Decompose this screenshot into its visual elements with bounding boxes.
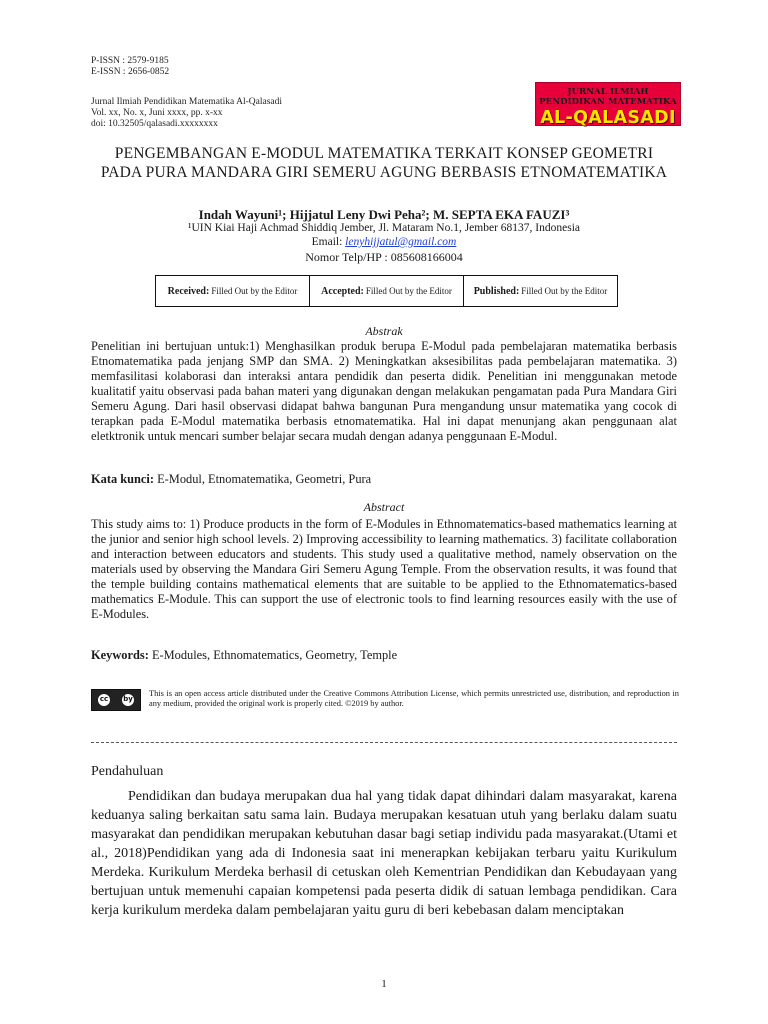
keywords-label: Keywords: — [91, 648, 149, 662]
keywords — [91, 648, 397, 663]
by-icon: by — [121, 693, 135, 707]
volume-info: Vol. xx, No. x, Juni xxxx, pp. x-xx — [91, 108, 223, 118]
pissn: P-ISSN : 2579-9185 — [91, 56, 169, 66]
keywords-values: E-Modules, Ethnomatematics, Geometry, Temple — [151, 648, 398, 662]
phone: Nomor Telp/HP : 085608166004 — [305, 250, 463, 264]
dates-table — [155, 275, 618, 307]
logo-line-1: JURNAL ILMIAH PENDIDIKAN MATEMATIKA — [539, 87, 677, 107]
abstract-text: This study aims to: 1) Produce products in the form of E-Modules in Ethnomatematics-based mathematics learning at the junior and senior high school levels. 2) Improving accessibility to learning mathematics. 3) facilitate collaboration and interaction between educators and students. This study used a qualitative method, namely observation on the materials used by observing the Mandara Giri Semeru Agung Temple. From the observation results, it was found that the temple building contains mathematical elements that are suitable to be applied to the Ethnomatematics-based mathematics E-Module. This can support the use of electronic tools to find learning resources easily with the use of E-Modules. — [91, 517, 677, 621]
accepted-cell — [309, 276, 463, 306]
eissn: E-ISSN : 2656-0852 — [91, 67, 170, 77]
section-body: Pendidikan dan budaya merupakan dua hal yang tidak dapat dihindari dalam masyarakat, karena keduanya saling berkaitan satu sama lain. Budaya merupakan kesatuan utuh yang berlaku dalam suatu masyarakat dan pendidikan merupakan kebutuhan dasar bagi setiap individu pada masyarakat.(Utami et al., 2018)Pendidikan yang ada di Indonesia saat ini menerapkan kebijakan terbaru yaitu Kurikulum Merdeka. Kurikulum Merdeka berhasil di cetuskan oleh Kementrian Pendidikan dan Kebudayaan yang bertujuan untuk memenuhi capaian kompetensi pada peserta didik di satuan lembaga pendidikan. Cara kerja kurikulum merdeka dalam pembelajaran yaitu guru di beri kebebasan dalam menciptakan — [91, 789, 677, 918]
published-value: Filled Out by the Editor — [521, 286, 608, 296]
creative-commons-icon[interactable] — [91, 689, 141, 711]
authors: Indah Wayuni¹; Hijjatul Leny Dwi Peha²; M. SEPTA EKA FAUZI³ — [198, 207, 570, 222]
abstrak-text: Penelitian ini bertujuan untuk:1) Menghasilkan produk berupa E-Modul pada pembelajaran matematika berbasis Etnomatematika pada jenjang SMP dan SMA. 2) Meningkatkan aksesibilitas pada pembelajaran matematika. 3) memfasilitasi kolaborasi dan interaksi antara pendidik dan peserta didik. Penelitian ini menggunakan metode kualitatif yaitu observasi pada bahan materi yang digunakan dengan melakukan pengamatan pada Pura Mandara Giri Semeru Agung. Dari hasil observasi didapat bahwa bangunan Pura mengandung unsur matematika yang cocok di terapkan pada E-Modul matematika berbasis etnomatematika. Hal ini dapat menunjang akan penggunaan alat eletktronik untuk mencari sumber belajar secara mudah dengan adanya penggunaan E-Modul. — [91, 339, 677, 443]
doi: doi: 10.32505/qalasadi.xxxxxxxx — [91, 119, 218, 129]
journal-name: Jurnal Ilmiah Pendidikan Matematika Al-Qalasadi — [91, 97, 283, 107]
abstrak-heading: Abstrak — [365, 324, 403, 338]
kata-kunci-label: Kata kunci: — [91, 472, 154, 486]
section-heading: Pendahuluan — [91, 764, 164, 779]
page-number: 1 — [381, 978, 387, 990]
affiliation: ¹UIN Kiai Haji Achmad Shiddiq Jember, Jl. Mataram No.1, Jember 68137, Indonesia — [188, 222, 580, 234]
section-divider — [91, 742, 677, 743]
email-label: Email: — [311, 236, 343, 248]
published-cell — [463, 276, 617, 306]
accepted-label: Accepted: — [321, 285, 364, 297]
logo-line-2: AL-QALASADI — [540, 108, 676, 128]
received-cell — [156, 276, 309, 306]
journal-logo — [535, 82, 681, 126]
accepted-value: Filled Out by the Editor — [365, 286, 452, 296]
kata-kunci-values: E-Modul, Etnomatematika, Geometri, Pura — [157, 472, 372, 486]
license-text: This is an open access article distributed under the Creative Commons Attribution License, which permits unrestricted use, distribution, and reproduction in any medium, provided the original work is properly cited. ©2019 by author. — [149, 689, 679, 708]
email-line — [92, 236, 676, 248]
kata-kunci — [91, 472, 371, 487]
paper-title: PENGEMBANGAN E-MODUL MATEMATIKA TERKAIT KONSEP GEOMETRI PADA PURA MANDARA GIRI SEMERU AGUNG BERBASIS ETNOMATEMATIKA — [100, 145, 668, 181]
received-value: Filled Out by the Editor — [211, 286, 298, 296]
published-label: Published: — [473, 285, 520, 297]
received-label: Received: — [167, 285, 210, 297]
cc-icon: cc — [97, 693, 111, 707]
abstract-heading: Abstract — [363, 500, 405, 514]
email-link[interactable]: lenyhijjatul@gmail.com — [345, 236, 457, 248]
